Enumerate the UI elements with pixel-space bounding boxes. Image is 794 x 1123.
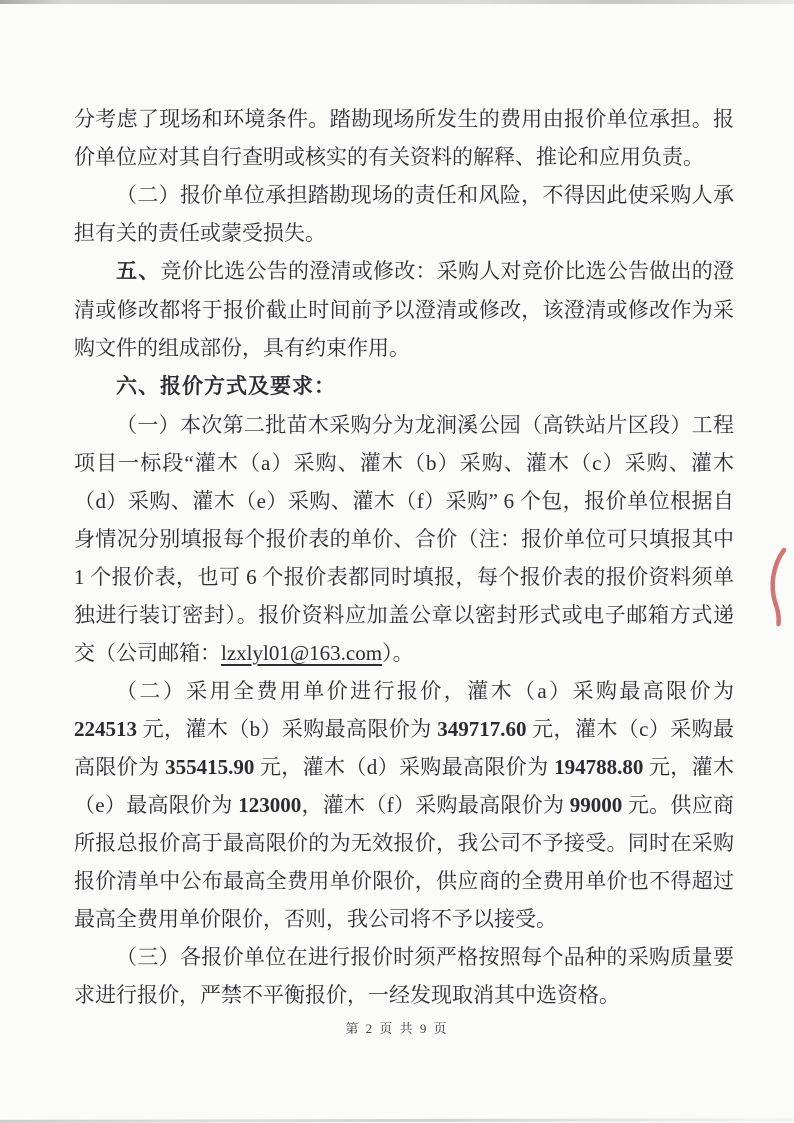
paragraph bbox=[74, 367, 734, 406]
text-run: 元，灌木（e）最高限价为 bbox=[74, 755, 735, 817]
paragraph bbox=[74, 252, 734, 367]
text-run: 349717.60 bbox=[437, 717, 527, 741]
document-body bbox=[74, 100, 734, 1014]
paragraph bbox=[74, 176, 734, 252]
page-number-footer: 第 2 页 共 9 页 bbox=[345, 1021, 449, 1036]
text-run: 355415.90 bbox=[165, 755, 255, 779]
text-run: 224513 bbox=[74, 717, 137, 741]
paragraph bbox=[74, 100, 734, 176]
section-heading: 六、报价方式及要求： bbox=[116, 375, 336, 398]
text-run: 五、 bbox=[116, 260, 161, 283]
text-run: 竞价比选公告的澄清或修改：采购人对竞价比选公告做出的澄清或修改都将于报价截止时间前予以澄清或修改，该澄清或修改作为采购文件的组成部份，具有约束作用。 bbox=[74, 259, 734, 360]
paragraph bbox=[74, 938, 734, 1014]
paragraph bbox=[74, 672, 734, 938]
text-run: （二）采用全费用单价进行报价，灌木（a）采购最高限价为 bbox=[116, 679, 734, 703]
text-run: 分考虑了现场和环境条件。踏勘现场所发生的费用由报价单位承担。报价单位应对其自行查明或核实的有关资料的解释、推论和应用负责。 bbox=[74, 107, 734, 169]
text-run: （三）各报价单位在进行报价时须严格按照每个品种的采购质量要求进行报价，严禁不平衡报价，一经发现取消其中选资格。 bbox=[74, 945, 734, 1007]
scan-edge-bottom bbox=[0, 1118, 794, 1123]
text-run: 194788.80 bbox=[554, 755, 644, 779]
text-run: 123000 bbox=[238, 793, 302, 817]
paragraph bbox=[74, 406, 734, 672]
text-run: （一）本次第二批苗木采购分为龙涧溪公园（高铁站片区段）工程项目一标段“灌木（a）采购、灌木（b）采购、灌木（c）采购、灌木（d）采购、灌木（e）采购、灌木（f）采购” 6 个包，报价单位根据自身情况分别填报每个报价表的单价、合价（注：报价单位可只填报其中 1 个报价表，也可 6 个报价表都同时填报，每个报价表的报价资料须单独进行装订密封）。报价资料应加盖公章以密封形式或电子邮箱方式递交（公司邮箱： bbox=[74, 413, 734, 665]
scan-edge-top bbox=[0, 0, 794, 4]
email-text: lzxlyl01@163.com bbox=[221, 641, 383, 665]
text-run: 元，灌木（d）采购最高限价为 bbox=[254, 755, 555, 779]
red-ink-mark bbox=[763, 545, 789, 629]
text-run: （二）报价单位承担踏勘现场的责任和风险，不得因此使采购人承担有关的责任或蒙受损失。 bbox=[74, 183, 734, 245]
text-run: 元，灌木（c）采购最高限价为 bbox=[74, 717, 734, 779]
text-run: 元。供应商所报总报价高于最高限价的为无效报价，我公司不予接受。同时在采购报价清单中公布最高全费用单价限价，供应商的全费用单价也不得超过最高全费用单价限价，否则，我公司将不予以接受。 bbox=[74, 793, 734, 931]
text-run: ）。 bbox=[382, 641, 414, 665]
text-run: ，灌木（f）采购最高限价为 bbox=[301, 793, 570, 817]
text-run: 99000 bbox=[569, 793, 623, 817]
text-run: 元，灌木（b）采购最高限价为 bbox=[137, 717, 438, 741]
